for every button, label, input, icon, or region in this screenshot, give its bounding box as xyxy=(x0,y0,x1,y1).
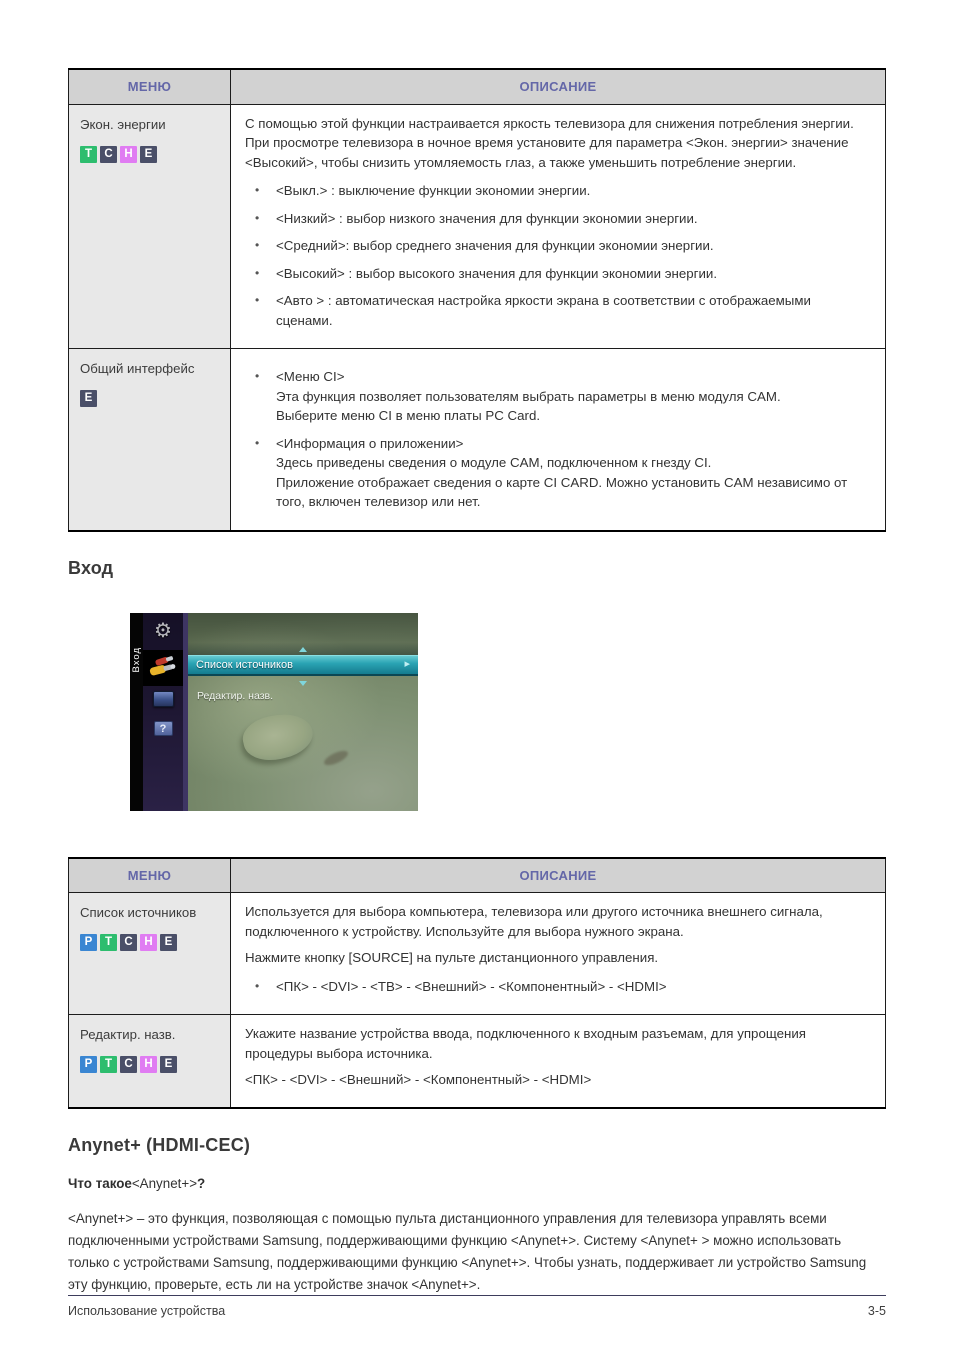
model-badge: T xyxy=(80,146,97,163)
spec-table-input xyxy=(68,857,886,1109)
chevron-right-icon: ▸ xyxy=(404,658,410,670)
description-paragraph: Нажмите кнопку [SOURCE] на пульте дистанционного управления. xyxy=(245,950,659,965)
anynet-description: <Anynet+> – это функция, позволяющая с помощью пульта дистанционного управления для телевизора управлять всеми подключенными устройствами Samsung, поддерживающими функцию <Anynet+>. Систему <Anynet+ > можно использовать только с устройствами Samsung, поддерживающими функцию <Anynet+>. Чтобы узнать, поддерживает ли устройство Samsung эту функцию, проверьте, есть ли на устройстве значок <Anynet+>. xyxy=(68,1210,867,1292)
footer-section-name: Использование устройства xyxy=(68,1304,226,1318)
menu-cell xyxy=(69,1015,231,1108)
page-footer xyxy=(68,1295,886,1318)
description-paragraph: <ПК> - <DVI> - <Внешний> - <Компонентный> - <HDMI> xyxy=(245,1072,592,1087)
table-row xyxy=(69,349,886,531)
bullet-item: • <Выкл.> : выключение функции экономии энергии. xyxy=(255,181,869,201)
section-title-input: Вход xyxy=(68,557,114,578)
description-cell xyxy=(231,1015,886,1108)
osd-icon-sidebar xyxy=(143,613,188,811)
model-badge: E xyxy=(160,1056,177,1073)
bullet-list xyxy=(245,367,869,512)
menu-item-label: Экон. энергии xyxy=(80,116,166,132)
anynet-question xyxy=(68,1176,886,1191)
table-row xyxy=(69,1015,886,1108)
column-header-menu: МЕНЮ xyxy=(69,858,231,893)
av-input-icon xyxy=(143,655,183,686)
section-title-anynet: Anynet+ (HDMI-CEC) xyxy=(68,1134,251,1155)
help-icon: ? xyxy=(143,719,183,737)
bullet-item xyxy=(255,434,869,512)
footer-page-number: 3-5 xyxy=(867,1304,886,1318)
model-badges xyxy=(80,1055,222,1073)
scroll-down-arrow-icon xyxy=(299,681,307,686)
tv-osd-screenshot xyxy=(130,613,418,811)
bullet-list xyxy=(245,181,869,330)
model-badge: P xyxy=(80,934,97,951)
column-header-menu: МЕНЮ xyxy=(69,69,231,104)
spec-table-setup xyxy=(68,68,886,532)
column-header-description: ОПИСАНИЕ xyxy=(231,858,886,893)
description-cell xyxy=(231,104,886,349)
bullet-line: Здесь приведены сведения о модуле CAM, подключенном к гнезду CI. xyxy=(276,455,712,470)
column-header-description: ОПИСАНИЕ xyxy=(231,69,886,104)
model-badge: T xyxy=(100,934,117,951)
model-badge: C xyxy=(120,1056,137,1073)
bullet-title: • <Меню CI> xyxy=(276,369,345,384)
bullet-line: Выберите меню CI в меню платы PC Card. xyxy=(276,408,541,423)
menu-cell xyxy=(69,893,231,1015)
model-badge: E xyxy=(80,390,97,407)
model-badge: H xyxy=(120,146,137,163)
model-badge: E xyxy=(140,146,157,163)
bullet-line: Эта функция позволяет пользователям выбрать параметры в меню модуля CAM. xyxy=(276,388,781,404)
display-icon xyxy=(143,691,183,712)
description-paragraph: Используется для выбора компьютера, телевизора или другого источника внешнего сигнала, подключенного к устройству. Используйте для выбора нужного экрана. xyxy=(245,904,823,939)
osd-content-area xyxy=(188,613,418,811)
table-header-row xyxy=(69,858,886,893)
model-badges xyxy=(80,933,222,951)
leaf-spot xyxy=(322,747,350,767)
bullet-item: • <Высокий> : выбор высокого значения для функции экономии энергии. xyxy=(255,264,869,284)
description-cell xyxy=(231,349,886,531)
model-badge: P xyxy=(80,1056,97,1073)
table-row xyxy=(69,104,886,349)
menu-item-label: Общий интерфейс xyxy=(80,361,195,376)
bullet-title: • <Информация о приложении> xyxy=(276,435,464,451)
menu-cell xyxy=(69,104,231,349)
settings-gear-icon: ⚙ xyxy=(154,619,172,642)
bullet-item xyxy=(255,367,869,426)
model-badge: T xyxy=(100,1056,117,1073)
bullet-item: • <ПК> - <DVI> - <ТВ> - <Внешний> - <Компонентный> - <HDMI> xyxy=(255,977,869,997)
question-normal-part: <Anynet+> xyxy=(131,1175,198,1191)
bullet-item: • <Авто > : автоматическая настройка яркости экрана в соответствии с отображаемыми сценами. xyxy=(255,291,869,330)
description-paragraph: С помощью этой функции настраивается яркость телевизора для снижения потребления энергии. При просмотре телевизора в ночное время установите для параметра <Экон. энергии> значение <Высокий>, чтобы снизить утомляемость глаз, а также уменьшить потребление энергии. xyxy=(245,115,854,170)
bullet-item: • <Средний>: выбор среднего значения для функции экономии энергии. xyxy=(255,236,869,256)
bullet-line: Приложение отображает сведения о карте CI CARD. Можно установить CAM независимо от того, включен телевизор или нет. xyxy=(276,474,848,509)
table-header-row xyxy=(69,69,886,104)
scroll-up-arrow-icon xyxy=(299,647,307,652)
osd-side-strip xyxy=(130,613,143,811)
model-badges xyxy=(80,389,222,407)
description-paragraph: Укажите название устройства ввода, подключенного к входным разъемам, для упрощения процедуры выбора источника. xyxy=(245,1026,807,1061)
model-badge: H xyxy=(140,1056,157,1073)
menu-item-label: Редактир. назв. xyxy=(80,1027,176,1042)
model-badge: C xyxy=(100,146,117,163)
osd-menu-item-label: Список источников xyxy=(196,658,293,671)
model-badge: C xyxy=(120,934,137,951)
model-badge: E xyxy=(160,934,177,951)
table-row xyxy=(69,893,886,1015)
menu-cell xyxy=(69,349,231,531)
bullet-item: • <Низкий> : выбор низкого значения для функции экономии энергии. xyxy=(255,209,869,229)
bullet-list xyxy=(245,977,869,997)
model-badges xyxy=(80,145,222,163)
model-badge: H xyxy=(140,934,157,951)
question-bold-part: Что такое xyxy=(68,1175,132,1191)
description-cell xyxy=(231,893,886,1015)
leaf-fragment xyxy=(239,708,317,766)
question-mark: ? xyxy=(197,1175,206,1191)
osd-menu-item: Редактир. назв. xyxy=(197,689,274,702)
osd-selected-menu-item xyxy=(188,655,418,676)
menu-item-label: Список источников xyxy=(80,905,197,920)
osd-vertical-label: Вход xyxy=(131,646,142,672)
